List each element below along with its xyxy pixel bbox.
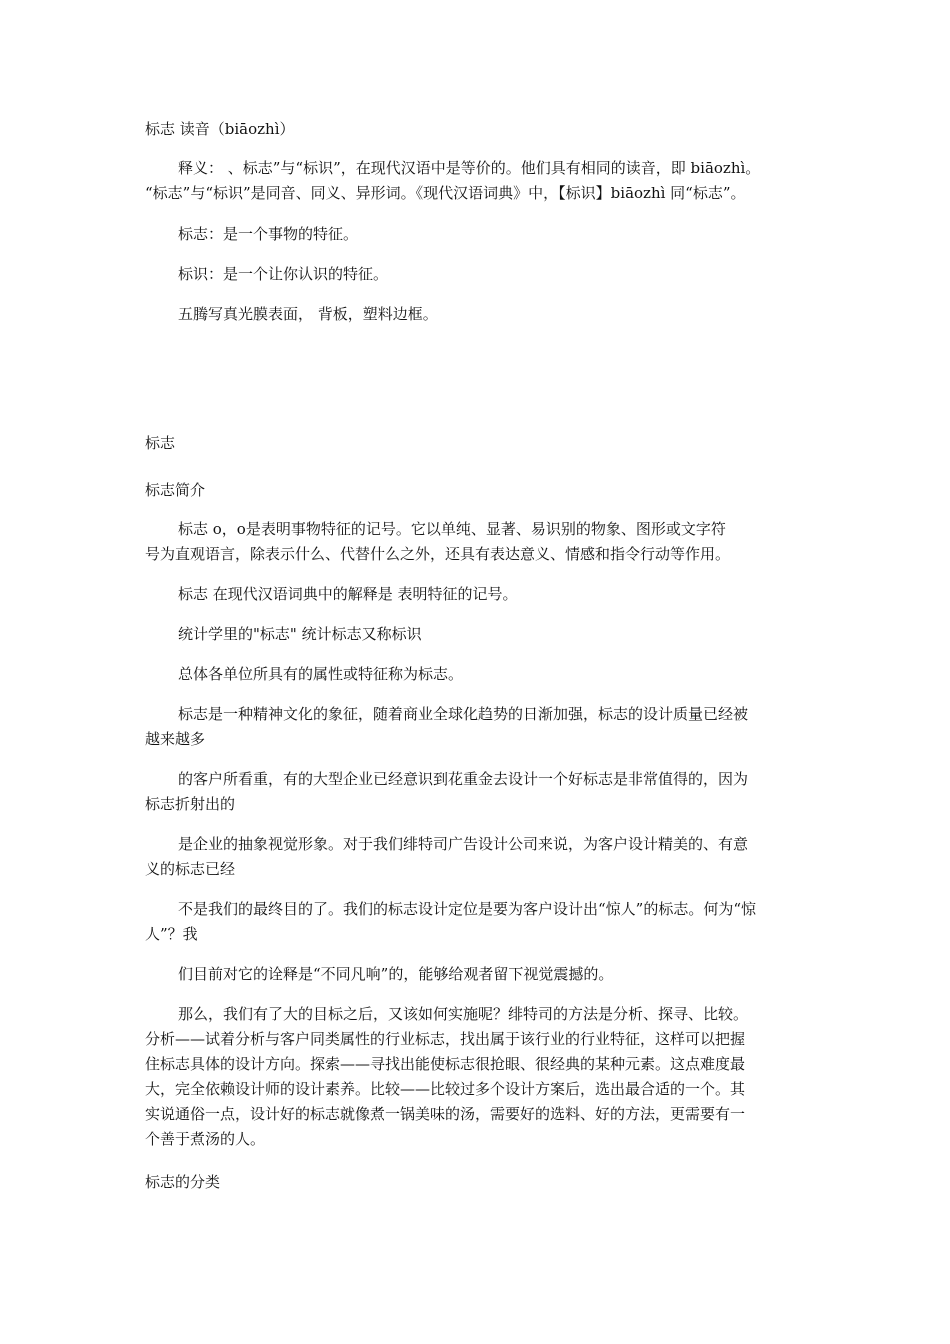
paragraph-b [145,767,813,817]
para-c-line-1: 是企业的抽象视觉形象。对于我们绯特司广告设计公司来说，为客户设计精美的、有意 [178,835,749,853]
para-d-line-2: 人”？我 [145,925,198,943]
title-line: 标志 读音（biāozhì） [145,120,295,138]
paragraph-e: 们目前对它的诠释是“不同凡响”的，能够给观者留下视觉震撼的。 [178,965,614,983]
intro-line-1: 标志 o，o是表明事物特征的记号。它以单纯、显著、易识别的物象、图形或文字符 [178,520,726,538]
statistics-term: 统计学里的"标志" 统计标志又称标识 [178,625,422,643]
method-paragraph [145,1002,813,1152]
method-line: 住标志具体的设计方向。探索——寻找出能使标志很抢眼、很经典的某种元素。这点难度最 [145,1055,746,1073]
method-line: 个善于煮汤的人。 [145,1130,266,1148]
def-biaoshi: 标识：是一个让你认识的特征。 [178,265,389,283]
method-line: 分析——试着分析与客户同类属性的行业标志，找出属于该行业的行业特征，这样可以把握 [145,1030,746,1048]
intro-heading: 标志简介 [145,481,206,499]
method-line: 那么，我们有了大的目标之后，又该如何实施呢？绯特司的方法是分析、探寻、比较。 [178,1005,749,1023]
intro-line-2: 号为直观语言，除表示什么、代替什么之外，还具有表达意义、情感和指令行动等作用。 [145,545,731,563]
para-a-line-1: 标志是一种精神文化的象征，随着商业全球化趋势的日渐加强，标志的设计质量已经被 [178,705,749,723]
para-c-line-2: 义的标志已经 [145,860,236,878]
intro-paragraph [145,517,813,567]
paragraph-d [145,897,813,947]
para-a-line-2: 越来越多 [145,730,206,748]
section-heading: 标志 [145,434,176,452]
def-biaozhi: 标志：是一个事物的特征。 [178,225,359,243]
material-note: 五腾写真光膜表面， 背板，塑料边框。 [178,305,438,323]
classification-heading: 标志的分类 [145,1173,221,1191]
para-b-line-2: 标志折射出的 [145,795,236,813]
dictionary-def: 标志 在现代汉语词典中的解释是 表明特征的记号。 [178,585,518,603]
method-line: 实说通俗一点，设计好的标志就像煮一锅美味的汤，需要好的选料、好的方法，更需要有一 [145,1105,746,1123]
para-d-line-1: 不是我们的最终目的了。我们的标志设计定位是要为客户设计出“惊人”的标志。何为“惊 [178,900,757,918]
paragraph-c [145,832,813,882]
definition-paragraph [145,156,813,206]
para-b-line-1: 的客户所看重，有的大型企业已经意识到花重金去设计一个好标志是非常值得的，因为 [178,770,749,788]
definition-line-2: “标志”与“标识”是同音、同义、异形词。《现代汉语词典》中，【标识】biāozhì 同“标志”。 [145,184,746,202]
statistics-def: 总体各单位所具有的属性或特征称为标志。 [178,665,464,683]
paragraph-a [145,702,813,752]
definition-line-1: 释义： 、标志”与“标识”，在现代汉语中是等价的。他们具有相同的读音，即 biāozhì。 [178,159,761,177]
method-line: 大，完全依赖设计师的设计素养。比较——比较过多个设计方案后，选出最合适的一个。其 [145,1080,746,1098]
